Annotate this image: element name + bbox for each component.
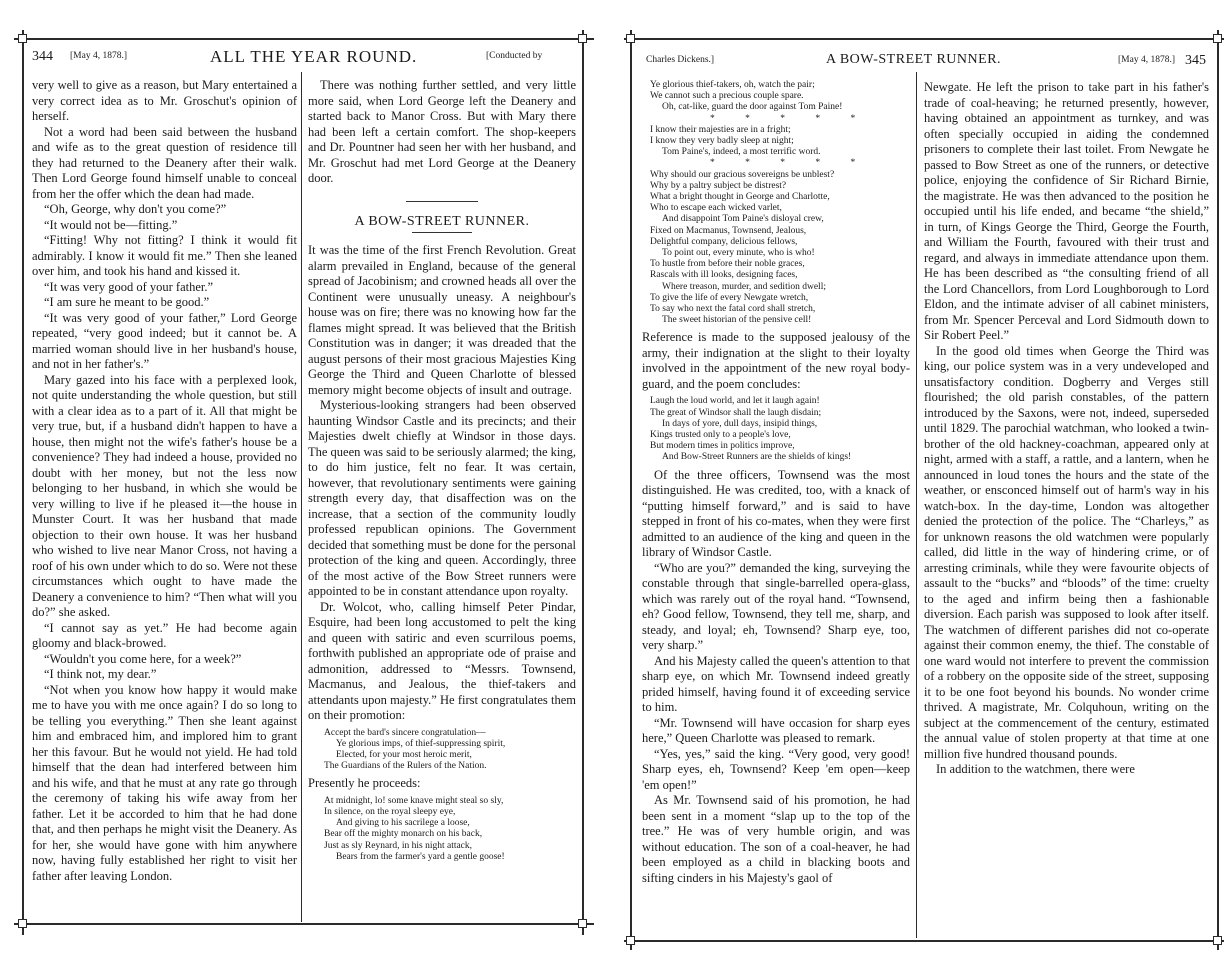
left-rule [22,30,24,935]
right-page [618,0,1231,972]
verse-line: Bear off the mighty monarch on his back, [324,829,483,840]
top-rule [624,38,1224,40]
verse-block [650,80,910,326]
left-column-2 [308,78,576,920]
verse-line: And Bow-Street Runners are the shields of kings! [662,452,852,463]
bottom-rule [14,923,594,925]
paragraph: “Yes, yes,” said the king. “Very good, very good! Sharp eyes, eh, Townsend? Keep 'em open—keep 'em open!” [642,746,910,792]
paragraph: very well to give as a reason, but Mary entertained a very correct idea as to Mr. Groschut's opinion of herself. [32,78,297,123]
verse-line: Just as sly Reynard, in his night attack, [324,840,473,851]
verse-line: Oh, cat-like, guard the door against Tom Paine! [662,102,843,113]
verse-line: But modern times in politics improve, [650,441,795,452]
verse-line: Ye glorious thief-takers, oh, watch the pair; [650,80,815,90]
bottom-rule [624,940,1224,942]
verse-block [650,396,910,463]
right-rule [1217,30,1219,950]
paragraph: “It was very good of your father.” [44,279,214,294]
verse-line: Delightful company, delicious fellows, [650,236,798,247]
conductor-note: [Conducted by [486,51,543,61]
issue-date: [May 4, 1878.] [1118,55,1175,65]
paragraph: There was nothing further settled, and very little more said, when Lord George left the Deanery and started back to Manor Cross. But with Mary there had been left a certain comfort. The shop-keepers and Dr. Pountner had seen her with her husband, and Mr. Groschut had met Lord George at the Deanery door. [308,78,576,185]
top-rule [14,38,594,40]
left-page [0,0,600,972]
verse-block [324,796,576,863]
left-rule [630,30,632,950]
verse-line: Rascals with ill looks, designing faces, [650,270,798,281]
verse-line: In silence, on the royal sleepy eye, [324,807,456,818]
paragraph: Of the three officers, Townsend was the most distinguished. He was credited, too, with a knack of “putting himself forward,” and is said to have stepped in front of his co-mates, when they were first admitted to an audience of the king and queen in the library of Windsor Castle. [642,467,910,560]
verse-line: Tom Paine's, indeed, a most terrific word. [662,147,821,158]
verse-line: The great of Windsor shall the laugh disdain; [650,407,822,418]
paragraph: It was the time of the first French Revolution. Great alarm prevailed in England, because of the general spread of Jacobinism; and crowned heads all over the Continent were unusually uneasy. A neighbour's house was on fire; there was no knowing how far the flames might spread. It was believed that the British Constitution was in danger; it was dreaded that the august persons of their most gracious Majesties King George the Third and Queen Charlotte of blessed memory might become objects of insult and outrage. [308,243,576,397]
paragraph: And his Majesty called the queen's attention to that sharp eye, on which Mr. Townsend indeed greatly prided himself, having found it of exceeding service to him. [642,653,910,715]
article-title: A BOW-STREET RUNNER. [354,213,530,229]
verse-line: We cannot such a precious couple spare. [650,91,804,102]
verse-line: And giving to his sacrilege a loose, [336,818,470,829]
verse-line: Laugh the loud world, and let it laugh again! [650,396,820,407]
paragraph: “I cannot say as yet.” He had become again gloomy and black-browed. [32,620,297,650]
right-column-1 [642,80,910,938]
paragraph: In addition to the watchmen, there were [936,762,1135,776]
verse-line: At midnight, lo! some knave might steal so sly, [324,795,504,806]
running-title: A BOW-STREET RUNNER. [826,52,1002,67]
paragraph: “Not when you know how happy it would make me to have you with me once again? I do so long to be telling you everything.” Then she leant against him and embraced him, and implored him to grant her this favour. But he would not yield. He had told himself that the dean had interfered between him and his wife, and that he must at any rate go through the ceremony of taking his wife away from her father. Let it be accorded to him that he had done that, and then perhaps he might visit the Deanery. As for her, she would have gone with him anywhere now, having fully established her right to visit her father after leaving London. [32,682,297,883]
left-column-1 [32,78,297,920]
paragraph: Not a word had been said between the husband and wife as to the great question of residence till they had returned to the Deanery after their walk. Then Lord George found himself unable to conceal from her the offer which the dean had made. [32,124,297,201]
paragraph: As Mr. Townsend said of his promotion, he had been sent in a moment “slap up to the top of the tree.” He was of very humble origin, and was without education. The son of a coal-heaver, he had been employed as a child in blacking boots and sifting cinders in his Majesty's gaol of [642,793,910,885]
column-divider [301,72,302,922]
corner-ornament [626,936,635,945]
conductor-note: Charles Dickens.] [646,55,715,65]
paragraph: “Oh, George, why don't you come?” [44,202,227,216]
corner-ornament [578,919,587,928]
verse-line: I know they very badly sleep at night; [650,136,794,147]
verse-line: * * * * * [710,158,870,169]
corner-ornament [1213,936,1222,945]
issue-date: [May 4, 1878.] [70,51,127,61]
page-header [0,47,600,67]
corner-ornament [1213,34,1222,43]
verse-line: Ye glorious imps, of thief-suppressing spirit, [336,738,506,749]
paragraph: In the good old times when George the Third was king, our police system was in a very undeveloped and unsatisfactory condition. Dogberry and Verges still flourished; the old parish constables, of the pattern introduced by the Saxons, were not, indeed, superseded until 1829. The parochial watchman, who looked a twin-brother of the old hackney-coachman, appeared only at night, armed with a staff, a rattle, and a lantern, when he announced in loud tones the hours and the state of the weather, or ensconced himself out of harm's way in his watch-box. In the day-time, London was altogether denied the protection of the police. The “Charleys,” as for unknown reasons the old watchmen were popularly called, did little in the way of hindering crime, or of arresting criminals, while they were favourite objects of assault to the “bucks” and “bloods” of the time: cruelty to the aged and infirm being then a fashionable diversion. Each parish was supposed to look after itself. The watchmen of different parishes did not co-operate against their common enemy, the thief. The constable of one ward would not interfere to prevent the commission of a robbery on the opposite side of the street, supposing it to be one foot beyond his bounds. No wonder crime thrived. A magistrate, Mr. Colquhoun, writing on the subject at the commencement of the century, estimated the annual value of stolen property at that time at one million five hundred thousand pounds. [924,343,1209,761]
verse-line: To hustle from before their noble graces, [650,259,805,270]
verse-line: * * * * * [710,113,870,124]
verse-line: The Guardians of the Rulers of the Nation. [324,761,487,772]
paragraph: “I am sure he meant to be good.” [44,295,210,309]
paragraph: “Wouldn't you come here, for a week?” [44,651,242,666]
paragraph: Presently he proceeds: [308,776,421,791]
title-rule [412,232,472,233]
verse-line: What a bright thought in George and Charlotte, [650,192,830,203]
verse-line: To give the life of every Newgate wretch, [650,292,809,303]
verse-line: Why should our gracious sovereigns be unblest? [650,169,835,180]
corner-ornament [18,34,27,43]
verse-line: Bears from the farmer's yard a gentle goose! [336,851,505,862]
running-title: ALL THE YEAR ROUND. [210,47,418,66]
paragraph: “Who are you?” demanded the king, surveying the constable through that single-barrelled opera-glass, which was rarely out of the royal hand. “Townsend, eh? Good fellow, Townsend, they tell me, sharp, and steady, and loyal; eh, Townsend? Sharp eye, too, very sharp.” [642,560,910,653]
verse-line: Where treason, murder, and sedition dwell; [662,281,826,292]
verse-line: I know their majesties are in a fright; [650,124,791,135]
paragraph: “Fitting! Why not fitting? I think it would fit admirably. I know it would fit me.” Then she leaned over him, and took his hand and kissed it. [32,233,297,278]
page-header [618,47,1231,67]
verse-line: And disappoint Tom Paine's disloyal crew, [662,214,824,225]
verse-line: Kings trusted only to a people's love, [650,430,791,441]
paragraph: “It was very good of your father,” Lord George repeated, “very good indeed; but it cannot be. A married woman should live in her husband's house, and not in her father's.” [32,310,297,371]
right-rule [582,30,584,935]
right-column-2 [924,80,1209,938]
verse-line: Who to escape each wicked varlet, [650,203,782,214]
page-number: 344 [32,49,53,64]
paragraph: “I think not, my dear.” [44,667,157,681]
corner-ornament [578,34,587,43]
verse-line: To point out, every minute, who is who! [662,248,815,259]
paragraph: Dr. Wolcot, who, calling himself Peter Pindar, Esquire, had been long accustomed to pelt the king and queen with satiric and even scurrilous poems, forthwith published an appropriate ode of praise and admonition, addressed to “Messrs. Townsend, Macmanus, and Jealous, the thief-takers and attendants upon majesty.” He first congratulates them on their promotion: [308,599,576,722]
corner-ornament [626,34,635,43]
verse-line: Accept the bard's sincere congratulation— [324,727,486,738]
verse-line: Why by a paltry subject be distrest? [650,180,787,191]
paragraph: Mary gazed into his face with a perplexed look, not quite understanding the whole question, but still with a clear idea as to a part of it. All that might be very true, but, if a husband didn't happen to have a house, then might not the wife's father's house be a convenience? They had indeed a house, provided no doubt with her money, but not the less now belonging to her husband, in which she would be very willing to live if he pleased it—the house in Munster Court. It was her husband that made objection to their own house. It was her husband who wished to live near Manor Cross, not having a roof of his own under which to do so. Were not these circumstances which ought to have made the Deanery a convenience to him? “Then what will you do?” she asked. [32,372,297,619]
verse-line: Elected, for your most heroic merit, [336,749,472,760]
corner-ornament [18,919,27,928]
column-divider [916,72,917,938]
paragraph: Mysterious-looking strangers had been observed haunting Windsor Castle and its precincts; and their Majesties dwelt chiefly at Windsor in those days. The queen was said to be seriously alarmed; the king, to do him justice, felt no fear. It was certain, however, that revolutionary sentiments were gaining strength every day, that disaffection was on the increase, that a section of the community loudly professed republican opinions. The Government decided that something must be done for the personal protection of the king and queen. Accordingly, three of the most active of the Bow Street runners were appointed to be in constant attendance upon royalty. [308,398,576,598]
verse-line: The sweet historian of the pensive cell! [662,315,812,326]
page-number: 345 [1185,53,1206,68]
verse-line: In days of yore, dull days, insipid things, [662,418,818,429]
verse-line: To say who next the fatal cord shall stretch, [650,304,816,315]
verse-line: Fixed on Macmanus, Townsend, Jealous, [650,225,807,236]
paragraph: Reference is made to the supposed jealousy of the army, their indignation at the slight to their loyalty involved in the appointment of the new royal body-guard, and the poem concludes: [642,330,910,391]
paragraph: Newgate. He left the prison to take part in his father's trade of coal-heaving; he returned presently, however, having obtained an appointment as turnkey, and was often specially occupied in aiding the condemned prisoners to complete their last toilet. From Newgate he passed to Bow Street as one of the runners, or detective police, enjoying the confidence of Sir Richard Birnie, the magistrate. He was then advanced to the position he occupied until his life ended, and became “the shield,” in turn, of Kings George the Third, George the Fourth, and William the Fourth, favoured with their trust and regard, and always in immediate attendance upon them. He has been described as “the consulting friend of all the Lord Chancellors, from Lord Loughborough to Lord Eldon, and the intimate adviser of all cabinet ministers, from Mr. Spencer Perceval and Lord Sidmouth down to Sir Robert Peel.” [924,80,1209,342]
paragraph: “It would not be—fitting.” [44,217,178,232]
section-separator [406,201,478,202]
verse-block [324,728,576,773]
paragraph: “Mr. Townsend will have occasion for sharp eyes here,” Queen Charlotte was pleased to remark. [642,715,910,746]
